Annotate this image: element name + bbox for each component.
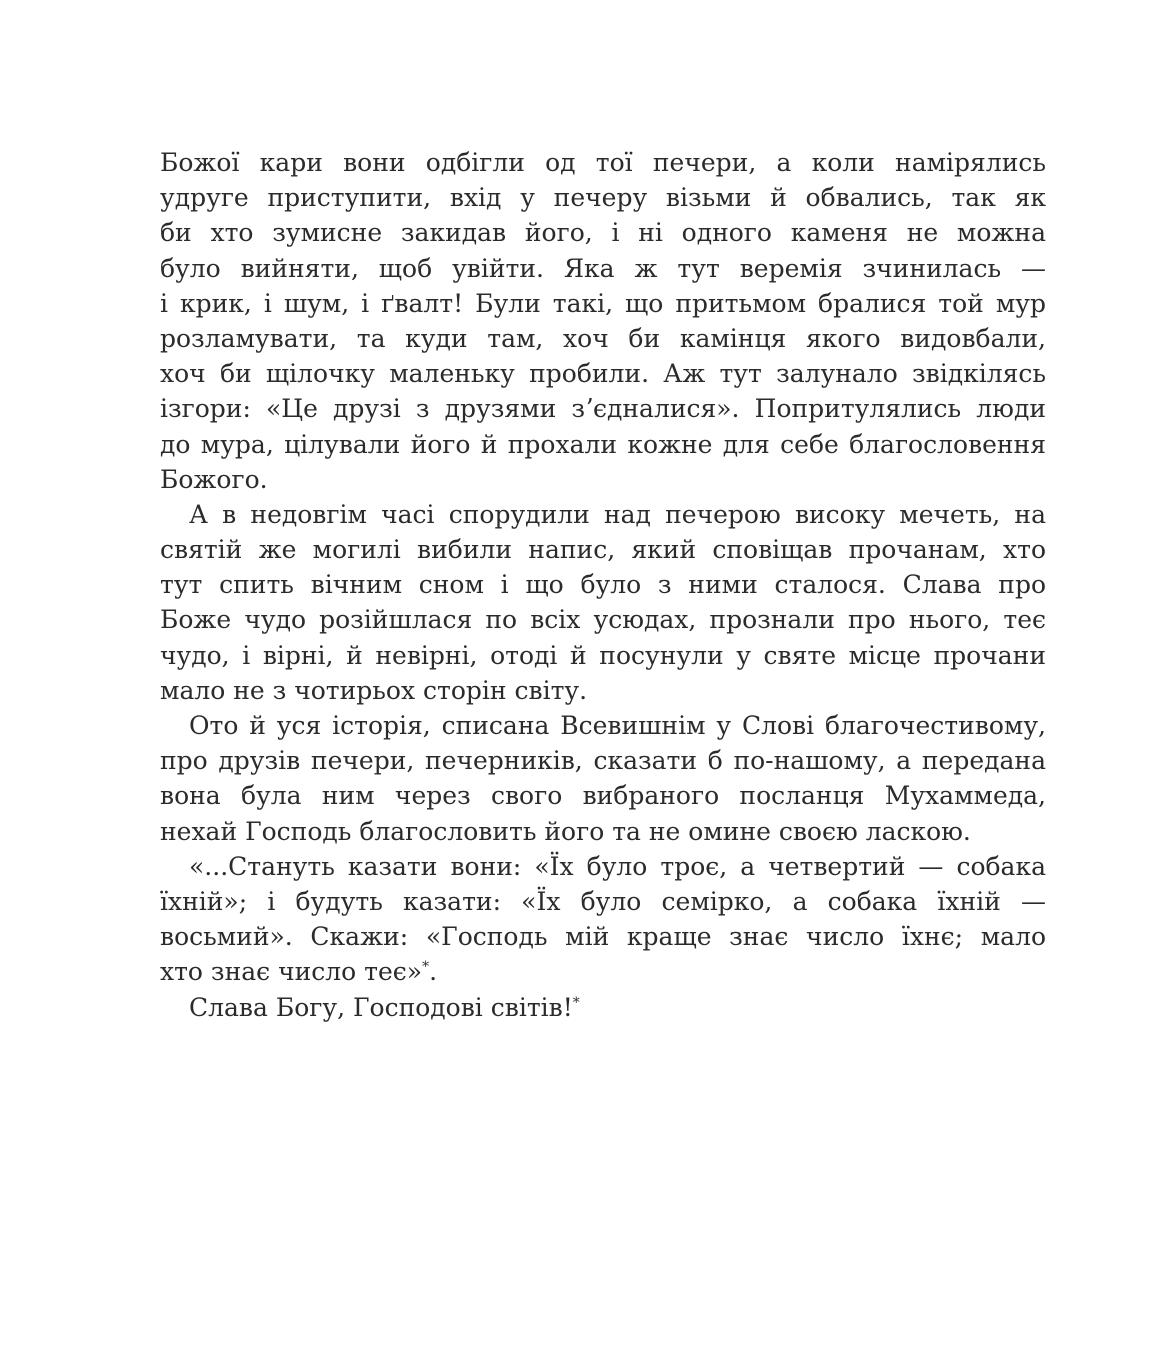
- text-line: Боже чудо розійшлася по всіх усюдах, прознали про нього, теє: [160, 605, 1046, 635]
- text-line: було вийняти, щоб увійти. Яка ж тут веремія зчинилась —: [160, 253, 1046, 283]
- text-line: Ото й уся історія, списана Всевишнім у Слові благочестивому,: [189, 711, 1046, 740]
- text-line: нехай Господь благословить його та не омине своєю ласкою.: [160, 816, 971, 846]
- text-line: А в недовгім часі спорудили над печерою високу мечеть, на: [189, 499, 1046, 529]
- body-text: [160, 145, 1046, 1025]
- text-line-content: Слава Богу, Господові світів!: [189, 992, 573, 1022]
- text-line: тут спить вічним сном і що було з ними сталося. Слава про: [160, 570, 1046, 600]
- text-line: восьмий». Скажи: «Господь мій краще знає число їхнє; мало: [160, 922, 1046, 952]
- text-line: розламувати, та куди там, хоч би камінця якого видовбали,: [160, 323, 1046, 353]
- text-line-with-footnote: [160, 954, 1046, 989]
- footnote-marker[interactable]: *: [422, 959, 430, 976]
- text-line: Божої кари вони одбігли од тої печери, а коли намірялись: [160, 148, 1046, 177]
- paragraph-5: [160, 990, 1046, 1025]
- text-line: хоч би щілочку маленьку пробили. Аж тут залунало звідкілясь: [160, 359, 1046, 389]
- text-line: святій же могилі вибили напис, який сповіщав прочанам, хто: [160, 535, 1046, 565]
- paragraph-1: [160, 145, 1046, 497]
- text-line-tail: .: [429, 957, 438, 987]
- paragraph-4-quotation: [160, 849, 1046, 990]
- text-line: і крик, і шум, і ґвалт! Були такі, що притьмом бралися той мур: [160, 288, 1046, 318]
- text-line: ізгори: «Це друзі з друзями зʼєдналися». Попритулялись люди: [160, 394, 1046, 424]
- text-line-with-footnote: [160, 990, 1046, 1025]
- text-line: до мура, цілували його й прохали кожне для себе благословення: [160, 429, 1046, 459]
- text-line: їхній»; і будуть казати: «Їх було семірко, а собака їхній —: [160, 886, 1046, 916]
- text-line: мало не з чотирьох сторін світу.: [160, 675, 588, 705]
- text-line: «...Стануть казати вони: «Їх було троє, а четвертий — собака: [189, 851, 1046, 881]
- text-line: про друзів печери, печерників, сказати б по-нашому, а передана: [160, 746, 1046, 776]
- paragraph-2: [160, 497, 1046, 708]
- text-line: вона була ним через свого вибраного посланця Мухаммеда,: [160, 781, 1046, 811]
- text-line-content: хто знає число теє»: [160, 957, 423, 987]
- paragraph-3: [160, 708, 1046, 849]
- text-line: удруге приступити, вхід у печеру візьми й обвались, так як: [160, 183, 1046, 213]
- text-line: Божого.: [160, 464, 268, 494]
- footnote-marker[interactable]: *: [572, 994, 580, 1011]
- text-line: би хто зумисне закидав його, і ні одного каменя не можна: [160, 218, 1046, 248]
- text-line: чудо, і вірні, й невірні, отоді й посунули у святе місце прочани: [160, 640, 1046, 670]
